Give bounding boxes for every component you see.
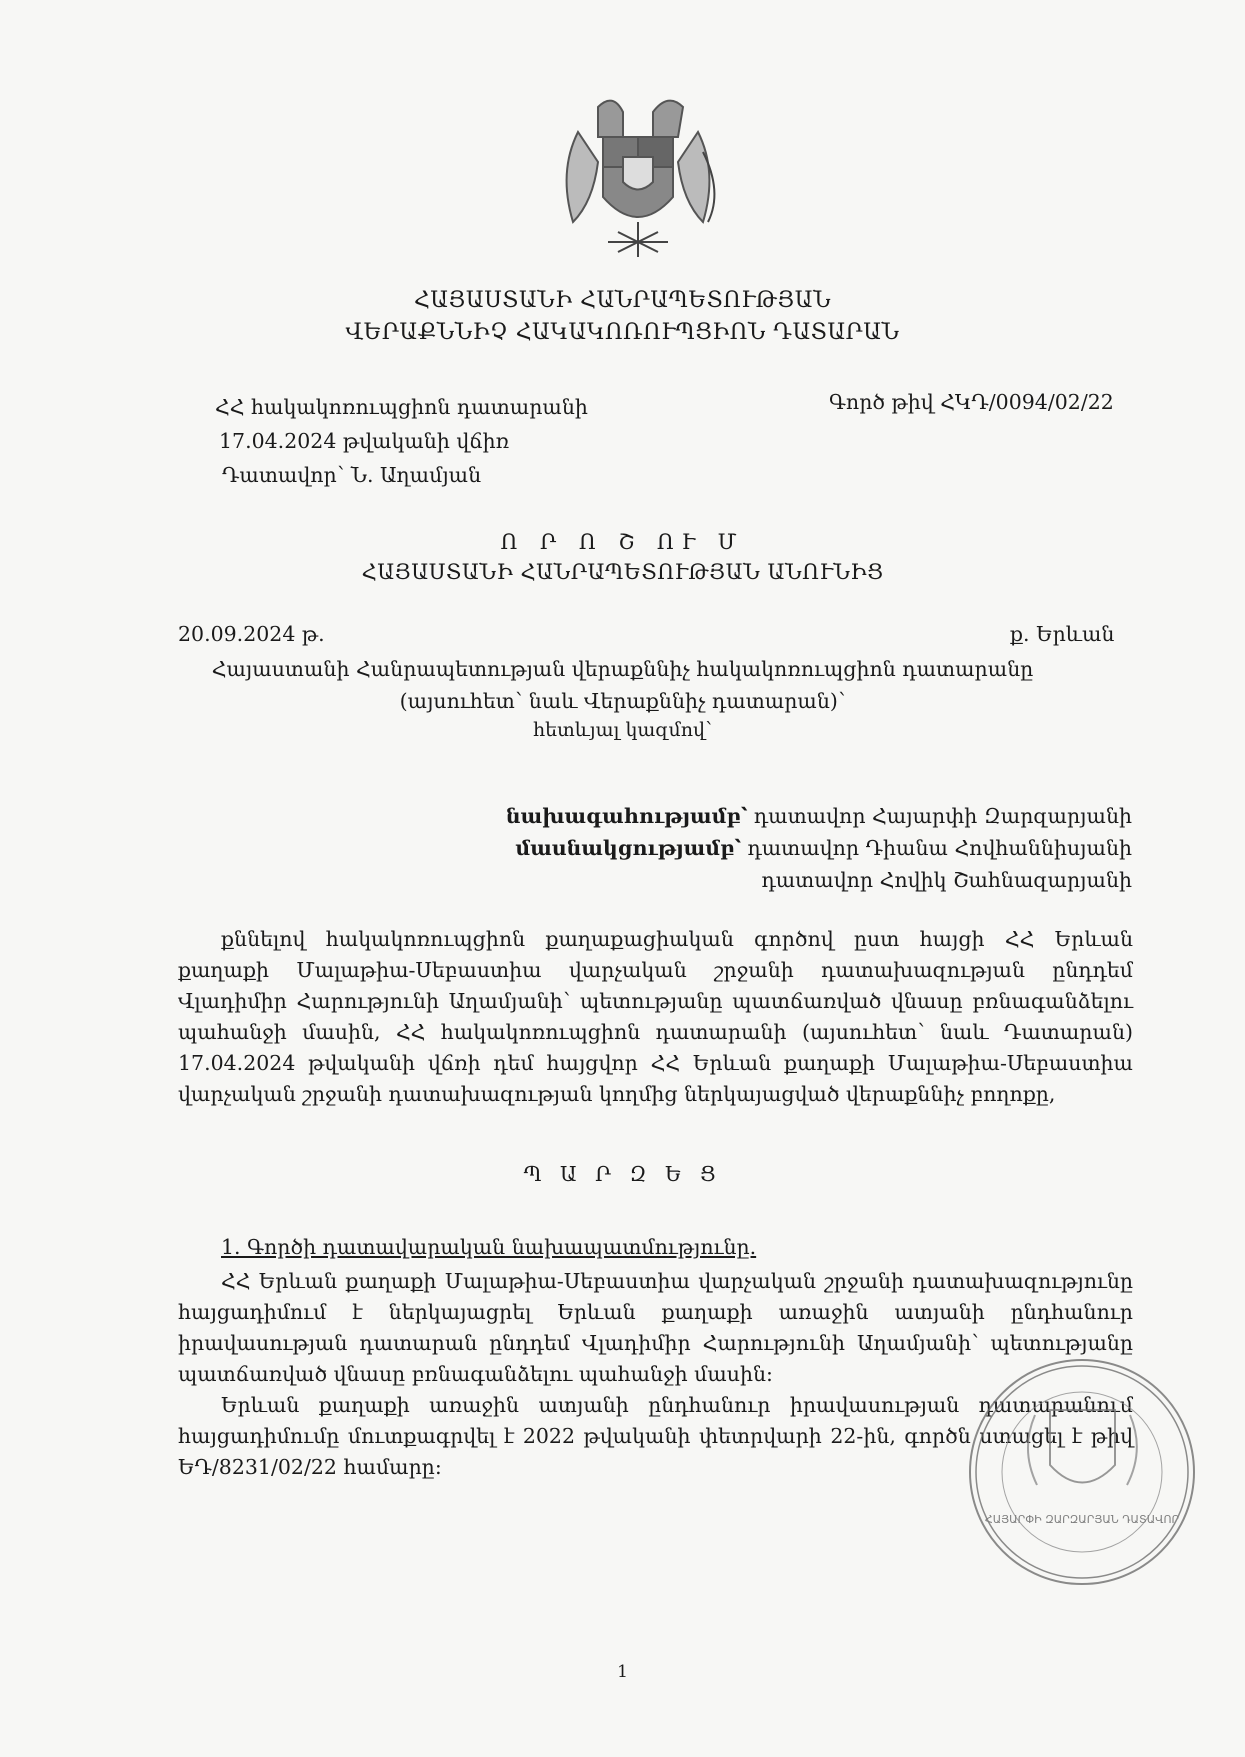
page-number: 1	[617, 1662, 628, 1682]
court-intro-line2: (այսուհետ՝ նաև Վերաքննիչ դատարան)՝	[399, 689, 846, 713]
issuer-court: ՎԵՐԱՔՆՆԻՉ ՀԱԿԱԿՈՌՈՒՊՑԻՈՆ ԴԱՏԱՐԱՆ	[345, 320, 900, 345]
panel-member: դատավոր Հովիկ Շահնազարյանի	[761, 868, 1132, 892]
court-intro-line1: Հայաստանի Հանրապետության վերաքննիչ հակակոռուպցիոն դատարանը	[211, 657, 1034, 681]
lower-court: ՀՀ հակակոռուպցիոն դատարանի	[215, 395, 588, 419]
judicial-panel	[506, 800, 1132, 896]
decision-city: ք. Երևան	[1010, 622, 1115, 646]
document-title: Ո Ր Ո Շ ՈՒ Մ	[500, 530, 745, 554]
section-heading: 1. Գործի դատավարական նախապատմությունը.	[221, 1235, 757, 1259]
armenia-coat-of-arms-icon	[538, 92, 738, 277]
court-seal-icon	[965, 1355, 1200, 1590]
issuer-country: ՀԱՅԱՍՏԱՆԻ ՀԱՆՐԱՊԵՏՈՒԹՅԱՆ	[413, 288, 832, 313]
lower-decision: 17.04.2024 թվականի վճիռ	[219, 429, 510, 453]
case-number: Գործ թիվ ՀԿԴ/0094/02/22	[829, 390, 1114, 414]
panel-member: մասնակցությամբ՝ դատավոր Դիանա Հովհաննիսյանի	[515, 836, 1132, 860]
lower-judge: Դատավոր՝ Ն. Աղամյան	[222, 463, 482, 487]
panel-chair: նախագահությամբ՝ դատավոր Հայարփի Զարզարյանի	[505, 804, 1132, 828]
section-paragraph: Երևան քաղաքի առաջին ատյանի ընդհանուր իրավասության դատարանում հայցադիմումը մուտքագրվել է 2022 թվականի փետրվարի 22-ին, գործն ստացել է թիվ ԵԴ/8231/02/22 համարը:	[178, 1393, 1133, 1479]
section-paragraph: ՀՀ Երևան քաղաքի Մալաթիա-Սեբաստիա վարչական շրջանի դատախազությունը հայցադիմում է ներկայացրել Երևան քաղաքի առաջին ատյանի ընդհանուր իրավասության դատարան ընդդեմ Վլադիմիր Հարությունի Աղամյանի՝ պետությանը պատճառված վնասը բռնագանձելու պահանջի մասին:	[178, 1269, 1133, 1386]
decision-date: 20.09.2024 թ.	[178, 622, 325, 646]
document-subtitle: ՀԱՅԱՍՏԱՆԻ ՀԱՆՐԱՊԵՏՈՒԹՅԱՆ ԱՆՈՒՆԻՑ	[361, 560, 884, 584]
stamp-inner-text: ՀԱՅԱՐՓԻ ԶԱՐԶԱՐՅԱՆ ԴԱՏԱՎՈՐ	[984, 1513, 1180, 1526]
lower-court-info	[215, 390, 588, 492]
intro-paragraph: քննելով հակակոռուպցիոն քաղաքացիական գործով ըստ հայցի ՀՀ Երևան քաղաքի Մալաթիա-Սեբաստիա վարչական շրջանի դատախազության ընդդեմ Վլադիմիր Հարությունի Աղամյանի՝ պետությանը պատճառված վնասը բռնագանձելու պահանջի մասին, ՀՀ հակակոռուպցիոն դատարանի (այսուհետ՝ նաև Դատարան) 17.04.2024 թվականի վճռի դեմ հայցվոր ՀՀ Երևան քաղաքի Մալաթիա-Սեբաստիա վարչական շրջանի դատախազության կողմից ներկայացված վերաքննիչ բողոքը,	[178, 927, 1133, 1106]
court-intro-line3: հետևյալ կազմով՝	[533, 719, 712, 741]
found-heading: Պ Ա Ր Զ Ե Ց	[523, 1162, 722, 1186]
